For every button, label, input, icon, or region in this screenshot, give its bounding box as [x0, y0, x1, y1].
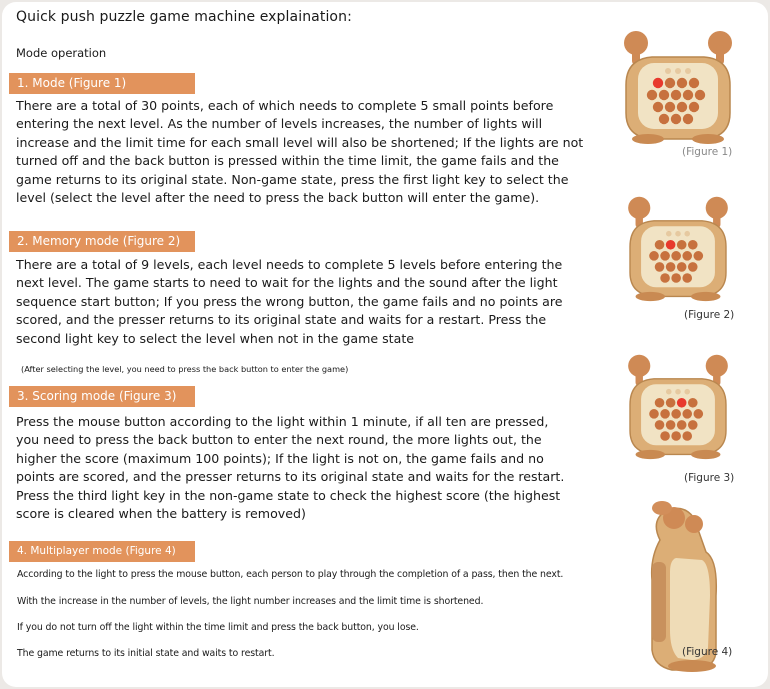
- toy-lit-button: [666, 240, 676, 250]
- toy-button: [688, 420, 698, 430]
- toy-button: [649, 251, 659, 261]
- text-line: Press the mouse button according to the light within 1 minute, if all ten are pressed,: [16, 414, 549, 429]
- toy-indicator-light: [665, 68, 671, 74]
- text-line: higher the score (maximum 100 points); If the light is not on, the game fails and no: [16, 450, 544, 466]
- toy-button: [683, 114, 693, 124]
- toy-button: [666, 420, 676, 430]
- text-line: turned off and the back button is pressed within the time limit, the game fails and the: [16, 153, 559, 169]
- toy-button: [660, 431, 670, 441]
- text-line: you need to press the back button to enter the next round, the more lights out, the: [16, 432, 542, 448]
- toy-button: [688, 240, 698, 250]
- toy-button: [665, 102, 675, 112]
- toy-foot: [691, 292, 721, 301]
- toy-indicator-light: [666, 231, 672, 237]
- figure-2-toy-image: [618, 182, 738, 302]
- toy-button: [660, 251, 670, 261]
- toy-button: [666, 262, 676, 272]
- multiplayer-line: If you do not turn off the light within the time limit and press the back button, you lose.: [17, 622, 419, 633]
- toy-button: [653, 102, 663, 112]
- toy-button: [671, 251, 681, 261]
- toy-button: [655, 398, 665, 408]
- toy-button: [659, 114, 669, 124]
- toy-button: [688, 398, 698, 408]
- toy-button: [655, 262, 665, 272]
- text-line: entering the next level. As the number of levels increases, the number of lights will: [16, 116, 543, 132]
- toy-foot: [692, 134, 724, 144]
- section-header-scoring-mode: 3. Scoring mode (Figure 3): [9, 386, 195, 407]
- figure-3-toy-image: [618, 340, 738, 460]
- toy-button: [665, 78, 675, 88]
- toy-indicator-light: [675, 389, 681, 395]
- toy-button: [671, 431, 681, 441]
- toy-button: [682, 273, 692, 283]
- text-line: increase and the limit time for each small level will also be shortened; If the lights are not: [16, 134, 584, 150]
- figure-1-toy-image: [618, 15, 738, 145]
- text-line: Press the third light key in the non-game state to check the highest score (the highest: [16, 487, 561, 503]
- toy-button: [666, 398, 676, 408]
- mode-operation-label: Mode operation: [16, 46, 107, 60]
- toy-button: [671, 273, 681, 283]
- text-line: next level. The game starts to need to wait for the lights and the sound after the light: [16, 275, 558, 291]
- toy-button: [677, 240, 687, 250]
- section-body-memory-mode: [16, 256, 561, 348]
- toy-button: [660, 273, 670, 283]
- multiplayer-line: According to the light to press the mouse button, each person to play through the completion of a pass, then the next.: [17, 569, 564, 580]
- toy-button: [649, 409, 659, 419]
- toy-button: [677, 420, 687, 430]
- toy-indicator-light: [685, 68, 691, 74]
- toy-foot: [691, 450, 721, 459]
- toy-button: [688, 262, 698, 272]
- toy-indicator-light: [684, 231, 690, 237]
- toy-button: [682, 431, 692, 441]
- toy-button: [655, 240, 665, 250]
- page-title: Quick push puzzle game machine explaination:: [16, 9, 352, 25]
- figure-1-caption: (Figure 1): [682, 146, 733, 158]
- memory-mode-note: (After selecting the level, you need to press the back button to enter the game): [21, 364, 349, 374]
- figure-2-caption: (Figure 2): [684, 309, 735, 321]
- figure-4-caption: (Figure 4): [682, 646, 733, 658]
- toy-button: [655, 420, 665, 430]
- toy-button: [682, 251, 692, 261]
- section-header-mode: 1. Mode (Figure 1): [9, 73, 195, 94]
- toy-button: [647, 90, 657, 100]
- toy-button: [689, 78, 699, 88]
- toy-button: [683, 90, 693, 100]
- toy-button: [659, 90, 669, 100]
- toy-button: [694, 251, 704, 261]
- text-line: sequence start button; If you press the wrong button, the game fails and no points are: [16, 293, 563, 309]
- text-line: score is cleared when the battery is removed): [16, 506, 306, 522]
- toy-foot: [636, 292, 666, 301]
- section-header-memory-mode: 2. Memory mode (Figure 2): [9, 231, 195, 252]
- toy-body: [624, 31, 732, 144]
- toy-button: [671, 114, 681, 124]
- toy-button: [677, 102, 687, 112]
- section-header-multiplayer-mode: 4. Multiplayer mode (Figure 4): [9, 541, 195, 562]
- toy-button: [682, 409, 692, 419]
- toy-indicator-light: [666, 389, 672, 395]
- section-body-mode: [16, 97, 584, 207]
- toy-body: [628, 197, 728, 301]
- text-line: There are a total of 9 levels, each level needs to complete 5 levels before entering the: [16, 257, 563, 272]
- toy-button: [677, 262, 687, 272]
- toy-button: [671, 90, 681, 100]
- toy-button: [689, 102, 699, 112]
- section-body-scoring-mode: [16, 413, 565, 523]
- text-line: level (select the level after the need to press the back button will enter the game).: [16, 190, 540, 206]
- toy-indicator-light: [675, 68, 681, 74]
- figure-3-caption: (Figure 3): [684, 472, 735, 484]
- toy-indicator-light: [684, 389, 690, 395]
- multiplayer-line: The game returns to its initial state and waits to restart.: [17, 648, 275, 659]
- toy-indicator-light: [675, 231, 681, 237]
- text-line: points are scored, and the presser returns to its original state and waits for the restart.: [16, 469, 565, 485]
- toy-lit-button: [653, 78, 663, 88]
- toy-button: [695, 90, 705, 100]
- text-line: second light key to select the level when not in the game state: [16, 330, 415, 346]
- toy-button: [671, 409, 681, 419]
- toy-button: [694, 409, 704, 419]
- toy-body: [628, 355, 728, 459]
- toy-foot: [632, 134, 664, 144]
- toy-lit-button: [677, 398, 687, 408]
- text-line: game returns to its original state. Non-game state, press the first light key to select the: [16, 171, 569, 187]
- toy-button: [677, 78, 687, 88]
- text-line: There are a total of 30 points, each of which needs to complete 5 small points before: [16, 98, 554, 113]
- text-line: scored, and the presser returns to its original state and waits for a restart. Press the: [16, 312, 547, 328]
- toy-button: [660, 409, 670, 419]
- multiplayer-line: With the increase in the number of levels, the light number increases and the limit time is shortened.: [17, 596, 484, 607]
- toy-foot: [636, 450, 666, 459]
